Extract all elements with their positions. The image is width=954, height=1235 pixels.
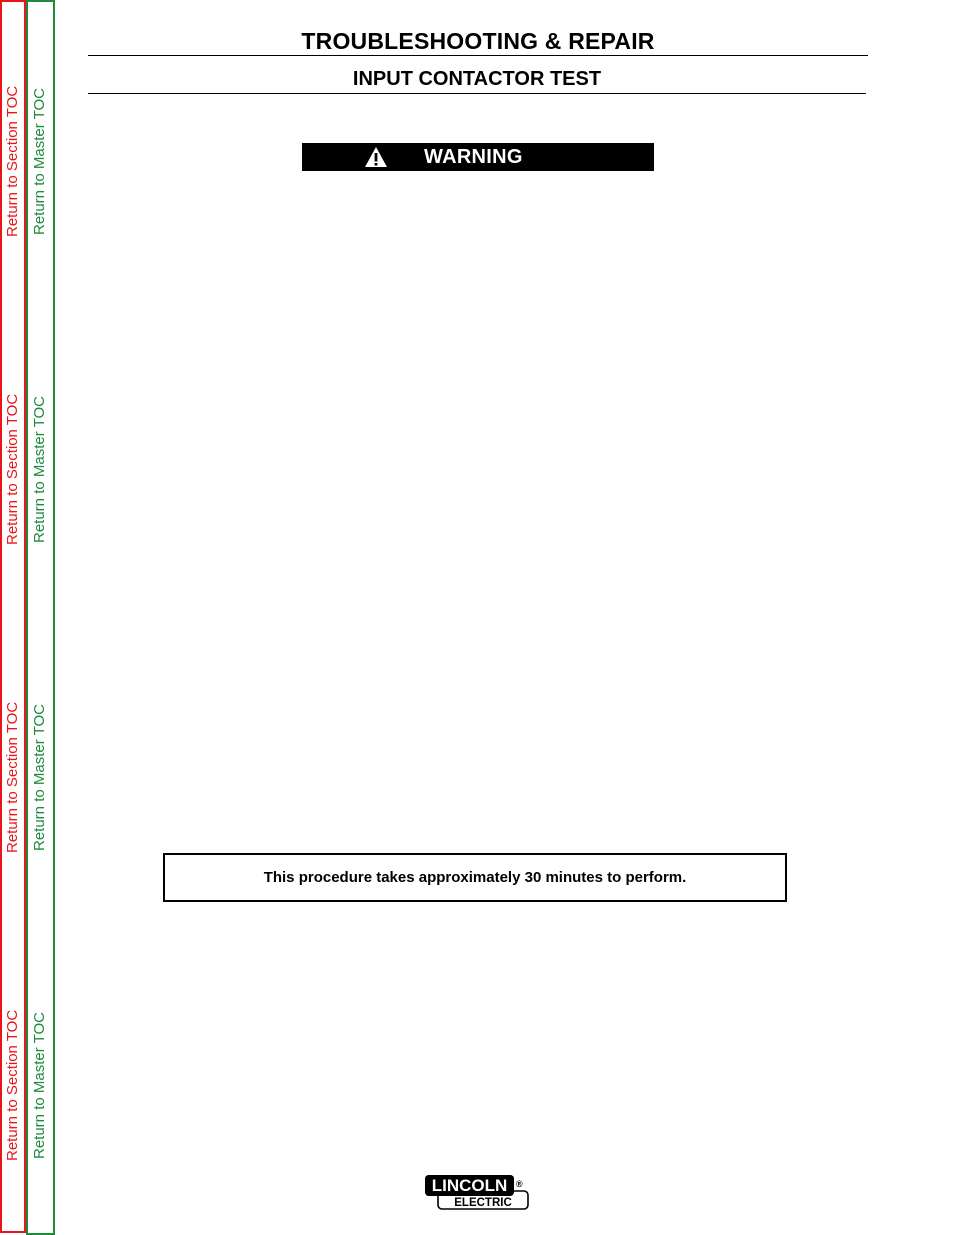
page-title: TROUBLESHOOTING & REPAIR bbox=[301, 28, 655, 54]
return-to-section-toc-link[interactable]: Return to Section TOC bbox=[4, 85, 21, 237]
logo-line1: LINCOLN bbox=[431, 1176, 508, 1195]
logo-line2: ELECTRIC bbox=[454, 1197, 512, 1209]
warning-triangle-icon bbox=[364, 146, 388, 168]
return-to-master-toc-link[interactable]: Return to Master TOC bbox=[31, 88, 48, 235]
page-subtitle: INPUT CONTACTOR TEST bbox=[352, 68, 602, 90]
return-to-master-toc-link[interactable]: Return to Master TOC bbox=[31, 1012, 48, 1159]
lincoln-electric-logo bbox=[424, 1174, 530, 1211]
warning-label: WARNING bbox=[424, 146, 523, 168]
warning-banner bbox=[302, 143, 654, 171]
return-to-section-toc-link[interactable]: Return to Section TOC bbox=[4, 393, 21, 545]
return-to-master-toc-link[interactable]: Return to Master TOC bbox=[31, 396, 48, 543]
title-divider bbox=[88, 55, 868, 56]
subtitle-divider bbox=[88, 93, 866, 94]
procedure-time-note: This procedure takes approximately 30 minutes to perform. bbox=[163, 853, 787, 902]
return-to-section-toc-link[interactable]: Return to Section TOC bbox=[4, 1009, 21, 1161]
return-to-section-toc-link[interactable]: Return to Section TOC bbox=[4, 701, 21, 853]
return-to-master-toc-link[interactable]: Return to Master TOC bbox=[31, 704, 48, 851]
logo-registered-mark: ® bbox=[516, 1179, 523, 1189]
